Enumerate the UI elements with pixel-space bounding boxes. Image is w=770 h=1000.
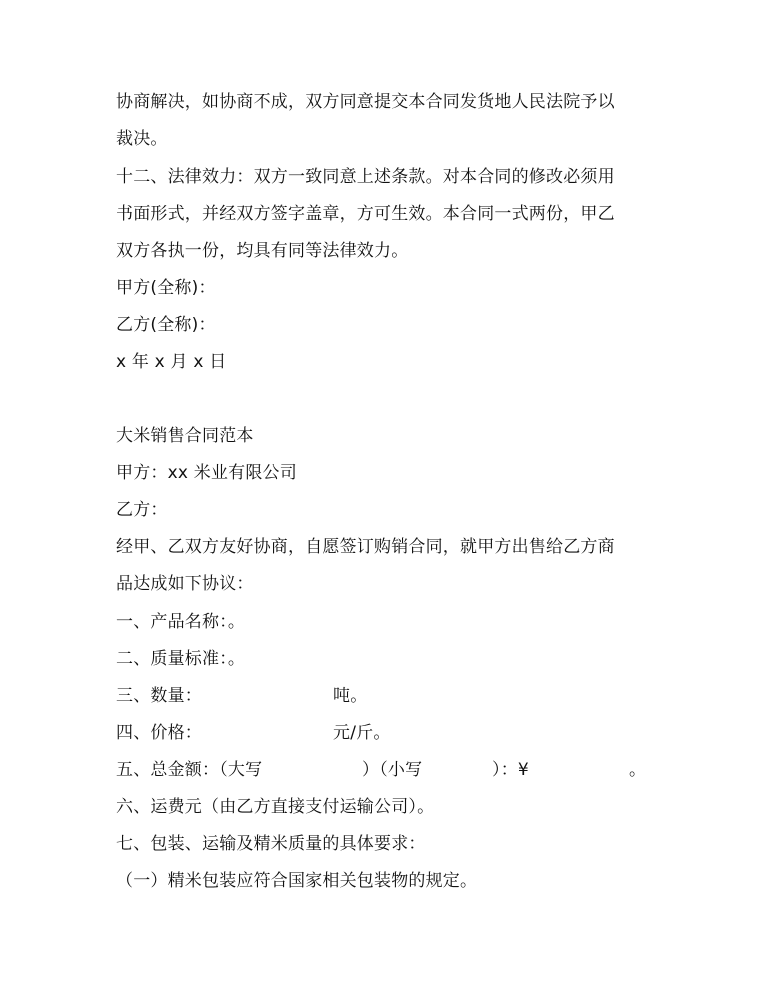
paragraph-line: 书面形式，并经双方签字盖章，方可生效。本合同一式两份，甲乙 (116, 204, 615, 224)
total-small-label: ）（小写 (362, 760, 423, 780)
total-amount-label: 五、总金额：（大写 (116, 760, 263, 780)
date-line: x 年 x 月 x 日 (116, 352, 227, 372)
clause-total-amount (116, 759, 676, 783)
price-unit: 元/斤。 (333, 723, 391, 743)
clause-quantity (116, 685, 676, 709)
clause-freight: 六、运费元（由乙方直接支付运输公司）。 (116, 797, 435, 817)
total-yen-label: ）：¥ (492, 760, 529, 780)
party-b-signature-line: 乙方(全称)： (116, 315, 216, 335)
quantity-label: 三、数量： (116, 686, 202, 706)
party-a-signature-line: 甲方(全称)： (116, 278, 216, 298)
clause-product-name: 一、产品名称：。 (116, 612, 246, 632)
contract-title: 大米销售合同范本 (116, 426, 254, 446)
price-label: 四、价格： (116, 723, 202, 743)
clause-price (116, 722, 676, 746)
paragraph-line: 协商解决，如协商不成，双方同意提交本合同发货地人民法院予以 (116, 92, 615, 112)
paragraph-line: 经甲、乙双方友好协商，自愿签订购销合同，就甲方出售给乙方商 (116, 537, 615, 557)
clause-packaging-heading: 七、包装、运输及精米质量的具体要求： (116, 834, 426, 854)
party-b-line: 乙方： (116, 500, 168, 520)
party-a-line: 甲方：xx 米业有限公司 (116, 463, 297, 483)
paragraph-line: 十二、法律效力：双方一致同意上述条款。对本合同的修改必须用 (116, 167, 615, 187)
clause-quality-standard: 二、质量标准：。 (116, 649, 246, 669)
quantity-unit: 吨。 (333, 686, 368, 706)
total-end-mark: 。 (629, 760, 647, 780)
paragraph-line: 双方各执一份，均具有同等法律效力。 (116, 241, 409, 261)
clause-packaging-item: （一）精米包装应符合国家相关包装物的规定。 (116, 871, 478, 891)
paragraph-line: 裁决。 (116, 129, 168, 149)
paragraph-line: 品达成如下协议： (116, 574, 254, 594)
